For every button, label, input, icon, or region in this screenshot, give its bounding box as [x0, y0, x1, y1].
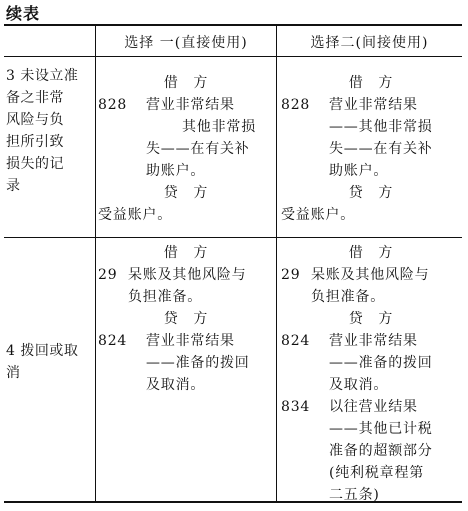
entry-line [281, 418, 461, 440]
entry-line [281, 116, 461, 138]
row-label-line: 消 [6, 365, 21, 381]
entry-text: 负担准备。 [128, 289, 202, 305]
entry-text: 营业非常结果 [329, 333, 418, 349]
row-label-line: 损失的记 [6, 156, 64, 172]
entry-line [281, 160, 461, 182]
entry-line [281, 374, 461, 396]
entry-text: 失——在有关补 [146, 141, 250, 157]
entry-line [281, 396, 461, 418]
entry-text: 二五条) [329, 487, 380, 503]
credit-heading: 贷 方 [163, 185, 209, 201]
entry-text: 失——在有关补 [329, 141, 433, 157]
credit-heading: 贷 方 [348, 185, 394, 201]
entry-text: ——其他已计税 [329, 421, 433, 437]
entry-line [281, 94, 461, 116]
entry-text: 受益账户。 [98, 207, 172, 223]
entry-line [98, 374, 274, 396]
entry-line [98, 116, 274, 138]
account-code: 828 [98, 97, 128, 113]
entry-text: ——其他非常损 [329, 119, 433, 135]
entry-line [281, 462, 461, 484]
entry-text: 呆账及其他风险与 [311, 267, 430, 283]
account-code: 29 [98, 267, 118, 283]
entry-text: (纯利税章程第 [329, 465, 425, 481]
header-bottom-rule [4, 56, 462, 57]
entry-text: 营业非常结果 [329, 97, 418, 113]
header-option-indirect: 选择二(间接使用) [310, 35, 429, 51]
table-top-rule [4, 24, 462, 26]
entry-text: 营业非常结果 [146, 333, 235, 349]
entry-text: ——准备的拨回 [329, 355, 433, 371]
entry-text: 助账户。 [146, 163, 206, 179]
column-divider-1 [95, 24, 96, 503]
account-code: 824 [98, 333, 128, 349]
entry-line [281, 204, 461, 226]
row-label-line: 4 拨回或取 [6, 343, 79, 359]
header-option-direct: 选择 一(直接使用) [124, 35, 248, 51]
row-label-line: 风险与负 [6, 112, 64, 128]
credit-heading: 贷 方 [163, 311, 209, 327]
row-label-3 [6, 65, 90, 197]
entry-line [281, 484, 461, 506]
credit-heading: 贷 方 [348, 311, 394, 327]
entry-line [281, 330, 461, 352]
entry-text: 准备的超额部分 [329, 443, 433, 459]
account-code: 824 [281, 333, 311, 349]
entry-line [281, 264, 461, 286]
debit-heading: 借 方 [348, 245, 394, 261]
debit-heading: 借 方 [163, 245, 209, 261]
entry-line [98, 160, 274, 182]
entry-line [281, 352, 461, 374]
entry-line [281, 286, 461, 308]
entry-line [98, 352, 274, 374]
entry-line [98, 94, 274, 116]
row-label-4 [6, 340, 90, 384]
row4-option-direct [98, 242, 274, 396]
row3-option-direct [98, 72, 274, 226]
row-divider-rule [4, 237, 462, 238]
row-label-line: 担所引致 [6, 134, 64, 150]
entry-text: 营业非常结果 [146, 97, 235, 113]
entry-text: ——准备的拨回 [146, 355, 250, 371]
row-label-line: 录 [6, 178, 21, 194]
table-caption: 续表 [6, 4, 41, 23]
entry-line [281, 440, 461, 462]
entry-line [98, 264, 274, 286]
account-code: 834 [281, 399, 311, 415]
debit-heading: 借 方 [163, 75, 209, 91]
entry-text: 及取消。 [146, 377, 206, 393]
row-label-line: 3 未设立准 [6, 68, 79, 84]
entry-line [98, 204, 274, 226]
entry-text: 负担准备。 [311, 289, 385, 305]
entry-line [98, 330, 274, 352]
row-label-line: 备之非常 [6, 90, 64, 106]
entry-text: 受益账户。 [281, 207, 355, 223]
entry-text: 以往营业结果 [329, 399, 418, 415]
account-code: 29 [281, 267, 301, 283]
account-code: 828 [281, 97, 311, 113]
entry-line [281, 138, 461, 160]
entry-text: 助账户。 [329, 163, 389, 179]
row3-option-indirect [281, 72, 461, 226]
entry-line [98, 138, 274, 160]
column-divider-2 [276, 24, 277, 503]
entry-line [98, 286, 274, 308]
entry-text: 及取消。 [329, 377, 389, 393]
row4-option-indirect [281, 242, 461, 506]
entry-text: 呆账及其他风险与 [128, 267, 247, 283]
entry-text: 其他非常损 [182, 119, 256, 135]
debit-heading: 借 方 [348, 75, 394, 91]
